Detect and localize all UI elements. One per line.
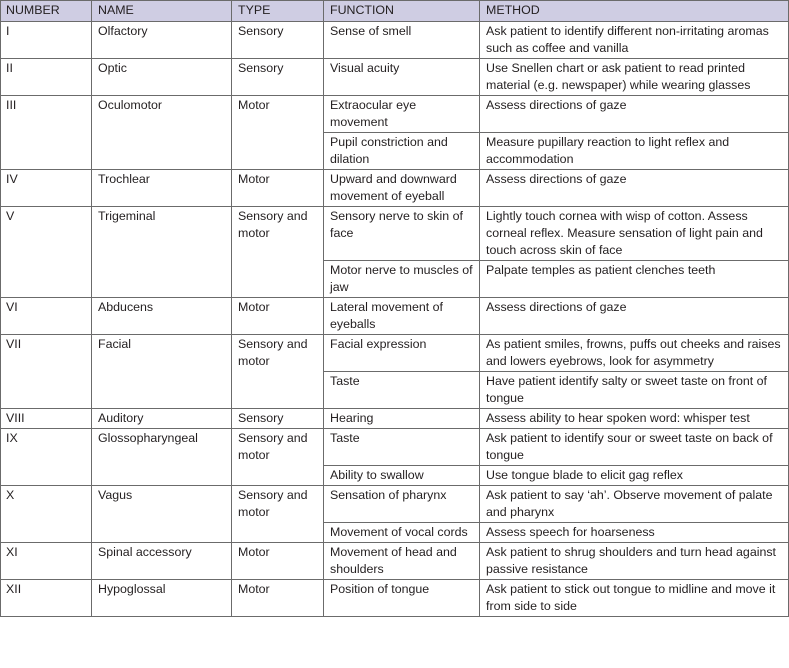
nerve-number-cell: XII [1, 580, 92, 617]
method-cell: As patient smiles, frowns, puffs out cheeks and raises and lowers eyebrows, look for asymmetry [480, 335, 789, 372]
nerve-name-cell: Vagus [92, 486, 232, 543]
nerve-type-cell: Sensory [232, 409, 324, 429]
table-row [1, 22, 789, 59]
nerve-name-cell: Oculomotor [92, 96, 232, 170]
nerve-number-cell: VI [1, 298, 92, 335]
function-cell: Upward and downward movement of eyeball [324, 170, 480, 207]
nerve-number-cell: III [1, 96, 92, 170]
nerve-name-cell: Olfactory [92, 22, 232, 59]
method-cell: Ask patient to identify different non-irritating aromas such as coffee and vanilla [480, 22, 789, 59]
nerve-name-cell: Optic [92, 59, 232, 96]
nerve-number-cell: IX [1, 429, 92, 486]
function-cell: Taste [324, 429, 480, 466]
method-cell: Measure pupillary reaction to light reflex and accommodation [480, 133, 789, 170]
method-cell: Ask patient to shrug shoulders and turn head against passive resistance [480, 543, 789, 580]
function-cell: Hearing [324, 409, 480, 429]
method-cell: Ask patient to say ‘ah’. Observe movement of palate and pharynx [480, 486, 789, 523]
table-row [1, 580, 789, 617]
header-row [1, 1, 789, 22]
method-cell: Use tongue blade to elicit gag reflex [480, 466, 789, 486]
nerve-name-cell: Trochlear [92, 170, 232, 207]
method-cell: Palpate temples as patient clenches teeth [480, 261, 789, 298]
method-cell: Ask patient to identify sour or sweet taste on back of tongue [480, 429, 789, 466]
nerve-number-cell: I [1, 22, 92, 59]
header-method: METHOD [480, 1, 789, 22]
nerve-number-cell: XI [1, 543, 92, 580]
table-row [1, 486, 789, 523]
function-cell: Movement of head and shoulders [324, 543, 480, 580]
table-row [1, 298, 789, 335]
header-function: FUNCTION [324, 1, 480, 22]
table-row [1, 170, 789, 207]
method-cell: Use Snellen chart or ask patient to read printed material (e.g. newspaper) while wearing glasses [480, 59, 789, 96]
function-cell: Extraocular eye movement [324, 96, 480, 133]
method-cell: Assess directions of gaze [480, 96, 789, 133]
table-row [1, 96, 789, 133]
function-cell: Facial expression [324, 335, 480, 372]
function-cell: Motor nerve to muscles of jaw [324, 261, 480, 298]
nerve-type-cell: Sensory and motor [232, 207, 324, 298]
function-cell: Pupil constriction and dilation [324, 133, 480, 170]
nerve-name-cell: Trigeminal [92, 207, 232, 298]
nerve-type-cell: Sensory and motor [232, 486, 324, 543]
table-row [1, 59, 789, 96]
nerve-type-cell: Motor [232, 580, 324, 617]
nerve-type-cell: Sensory and motor [232, 335, 324, 409]
nerve-type-cell: Sensory and motor [232, 429, 324, 486]
function-cell: Movement of vocal cords [324, 523, 480, 543]
header-name: NAME [92, 1, 232, 22]
method-cell: Ask patient to stick out tongue to midline and move it from side to side [480, 580, 789, 617]
function-cell: Taste [324, 372, 480, 409]
method-cell: Assess directions of gaze [480, 298, 789, 335]
function-cell: Sensory nerve to skin of face [324, 207, 480, 261]
nerve-number-cell: VIII [1, 409, 92, 429]
nerve-type-cell: Motor [232, 543, 324, 580]
nerve-name-cell: Auditory [92, 409, 232, 429]
header-type: TYPE [232, 1, 324, 22]
nerve-number-cell: X [1, 486, 92, 543]
method-cell: Assess ability to hear spoken word: whisper test [480, 409, 789, 429]
nerve-type-cell: Motor [232, 96, 324, 170]
nerve-name-cell: Spinal accessory [92, 543, 232, 580]
nerve-name-cell: Facial [92, 335, 232, 409]
nerve-name-cell: Abducens [92, 298, 232, 335]
nerve-type-cell: Sensory [232, 22, 324, 59]
nerve-number-cell: V [1, 207, 92, 298]
method-cell: Assess directions of gaze [480, 170, 789, 207]
nerve-name-cell: Hypoglossal [92, 580, 232, 617]
nerve-type-cell: Motor [232, 170, 324, 207]
nerve-type-cell: Motor [232, 298, 324, 335]
function-cell: Visual acuity [324, 59, 480, 96]
table-row [1, 409, 789, 429]
function-cell: Ability to swallow [324, 466, 480, 486]
table-row [1, 429, 789, 466]
nerve-number-cell: VII [1, 335, 92, 409]
function-cell: Sense of smell [324, 22, 480, 59]
function-cell: Position of tongue [324, 580, 480, 617]
nerve-number-cell: II [1, 59, 92, 96]
function-cell: Sensation of pharynx [324, 486, 480, 523]
function-cell: Lateral movement of eyeballs [324, 298, 480, 335]
table-row [1, 335, 789, 372]
nerve-name-cell: Glossopharyngeal [92, 429, 232, 486]
nerve-type-cell: Sensory [232, 59, 324, 96]
table-body [1, 22, 789, 617]
nerve-number-cell: IV [1, 170, 92, 207]
method-cell: Lightly touch cornea with wisp of cotton. Assess corneal reflex. Measure sensation of light pain and touch across skin of face [480, 207, 789, 261]
table-row [1, 207, 789, 261]
table-row [1, 543, 789, 580]
method-cell: Assess speech for hoarseness [480, 523, 789, 543]
header-number: NUMBER [1, 1, 92, 22]
method-cell: Have patient identify salty or sweet taste on front of tongue [480, 372, 789, 409]
